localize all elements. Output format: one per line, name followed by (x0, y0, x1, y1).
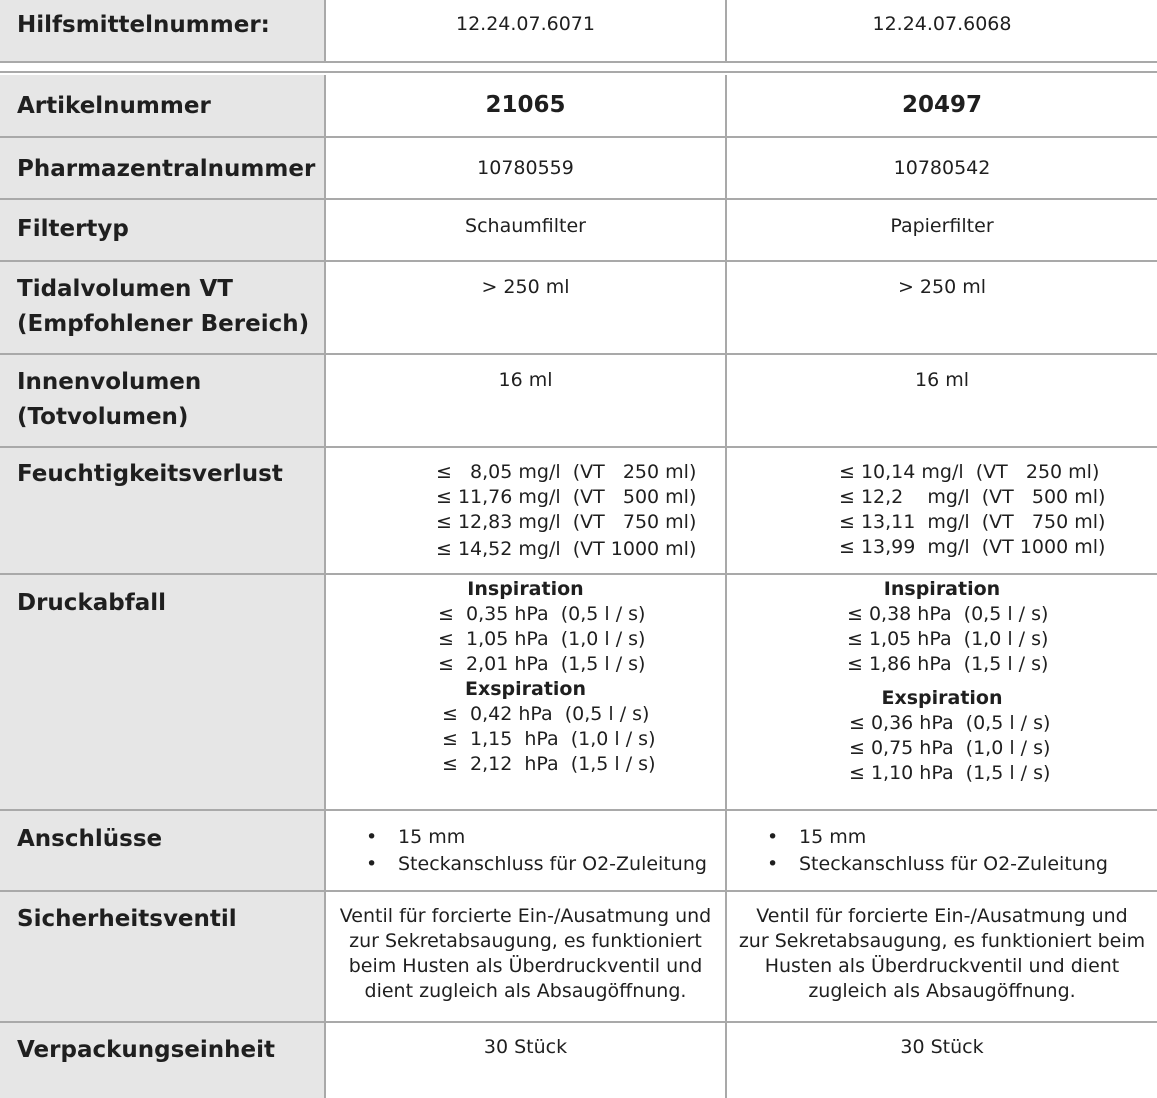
sicherheit-v2-line: Husten als Überdruckventil und dient (764, 955, 1120, 977)
feucht-v1-line: ≤ 12,83 mg/l (VT 750 ml) (436, 511, 697, 533)
value-cell-1 (326, 811, 727, 890)
bullet-text: Steckanschluss für O2-Zuleitung (799, 853, 1108, 875)
row-label: Filtertyp (17, 216, 129, 242)
sicherheit-v1-line: zur Sekretabsaugung, es funktioniert (349, 930, 702, 952)
label-cell (0, 575, 326, 809)
exspiration-heading: Exspiration (881, 687, 1003, 709)
value-cell-1 (326, 892, 727, 1021)
row-hilfsmittelnummer (0, 0, 1157, 61)
value-2: Papierfilter (890, 215, 994, 237)
row-druckabfall (0, 575, 1157, 811)
druck-v2-exsp-line: ≤ 1,10 hPa (1,5 l / s) (849, 762, 1051, 784)
label-cell (0, 355, 326, 446)
row-label-line2: (Empfohlener Bereich) (17, 311, 310, 337)
value-cell-1 (326, 355, 727, 446)
row-tidalvolumen (0, 262, 1157, 355)
value-1: 30 Stück (483, 1036, 568, 1058)
druck-v1-exsp-line: ≤ 2,12 hPa (1,5 l / s) (442, 753, 656, 775)
value-1: 16 ml (498, 369, 553, 391)
value-1: Schaumfilter (465, 215, 586, 237)
value-cell-1 (326, 1023, 727, 1098)
value-cell-2 (727, 0, 1157, 61)
bullet-icon: • (767, 853, 779, 875)
row-label: Sicherheitsventil (17, 906, 237, 932)
value-2: 16 ml (914, 369, 969, 391)
feucht-v2-line: ≤ 10,14 mg/l (VT 250 ml) (839, 461, 1100, 483)
row-label: Artikelnummer (17, 93, 211, 119)
value-cell-1 (326, 262, 727, 353)
druck-v1-exsp-line: ≤ 0,42 hPa (0,5 l / s) (442, 703, 650, 725)
feucht-v1-line: ≤ 11,76 mg/l (VT 500 ml) (436, 486, 697, 508)
row-label: Verpackungseinheit (17, 1037, 276, 1063)
value-1: 12.24.07.6071 (455, 13, 595, 35)
feucht-v1-line: ≤ 14,52 mg/l (VT 1000 ml) (436, 538, 697, 560)
sicherheit-v1-line: beim Husten als Überdruckventil und (348, 955, 703, 977)
value-1: 21065 (485, 92, 566, 118)
row-artikelnummer (0, 75, 1157, 138)
bullet-item (366, 824, 465, 851)
inspiration-heading: Inspiration (467, 578, 584, 600)
value-cell-2 (727, 355, 1157, 446)
value-2: 30 Stück (900, 1036, 984, 1058)
value-cell-1 (326, 200, 727, 260)
row-label: Anschlüsse (17, 826, 163, 852)
value-cell-2 (727, 75, 1157, 136)
druck-v1-exsp-line: ≤ 1,15 hPa (1,0 l / s) (442, 728, 656, 750)
label-cell (0, 448, 326, 573)
sicherheit-v2-line: zur Sekretabsaugung, es funktioniert beim (738, 930, 1146, 952)
value-cell-2 (727, 200, 1157, 260)
row-label-line1: Innenvolumen (17, 369, 202, 395)
label-cell (0, 75, 326, 136)
bullet-item (767, 851, 1108, 878)
row-label: Feuchtigkeitsverlust (17, 461, 283, 487)
label-cell (0, 0, 326, 61)
row-filtertyp (0, 200, 1157, 262)
label-cell (0, 892, 326, 1021)
label-cell (0, 138, 326, 198)
label-cell (0, 1023, 326, 1098)
inspiration-heading: Inspiration (883, 578, 1001, 600)
value-cell-2 (727, 575, 1157, 809)
value-cell-1 (326, 575, 727, 809)
row-label-line2: (Totvolumen) (17, 404, 189, 430)
feucht-v2-line: ≤ 13,99 mg/l (VT 1000 ml) (839, 536, 1106, 558)
bullet-item (366, 851, 707, 878)
value-2: > 250 ml (897, 276, 987, 298)
feucht-v2-line: ≤ 12,2 mg/l (VT 500 ml) (839, 486, 1106, 508)
row-sicherheitsventil (0, 892, 1157, 1023)
row-verpackungseinheit (0, 1023, 1157, 1098)
row-pharmazentralnummer (0, 138, 1157, 200)
bullet-text: 15 mm (398, 826, 466, 848)
druck-v1-insp-line: ≤ 2,01 hPa (1,5 l / s) (438, 653, 646, 675)
value-cell-2 (727, 138, 1157, 198)
value-cell-2 (727, 892, 1157, 1021)
value-2: 10780542 (893, 157, 991, 179)
druck-v2-exsp-line: ≤ 0,75 hPa (1,0 l / s) (849, 737, 1051, 759)
druck-v1-insp-line: ≤ 1,05 hPa (1,0 l / s) (438, 628, 646, 650)
druck-v2-exsp-line: ≤ 0,36 hPa (0,5 l / s) (849, 712, 1051, 734)
bullet-item (767, 824, 866, 851)
bullet-icon: • (366, 826, 378, 848)
value-cell-2 (727, 811, 1157, 890)
label-cell (0, 262, 326, 353)
value-cell-1 (326, 448, 727, 573)
value-cell-2 (727, 448, 1157, 573)
row-label: Druckabfall (17, 590, 167, 616)
row-anschluesse (0, 811, 1157, 892)
value-cell-1 (326, 138, 727, 198)
value-cell-2 (727, 262, 1157, 353)
label-cell (0, 200, 326, 260)
label-cell (0, 811, 326, 890)
value-2: 20497 (901, 92, 983, 118)
value-cell-1 (326, 0, 727, 61)
row-feuchtigkeitsverlust (0, 448, 1157, 575)
feucht-v1-line: ≤ 8,05 mg/l (VT 250 ml) (436, 461, 697, 483)
divider (0, 61, 1157, 73)
bullet-text: 15 mm (799, 826, 867, 848)
row-label: Hilfsmittelnummer: (17, 12, 270, 38)
feucht-v2-line: ≤ 13,11 mg/l (VT 750 ml) (839, 511, 1106, 533)
value-1: 10780559 (477, 157, 574, 179)
value-2: 12.24.07.6068 (872, 13, 1012, 35)
value-1: > 250 ml (481, 276, 570, 298)
bullet-text: Steckanschluss für O2-Zuleitung (398, 853, 707, 875)
bullet-icon: • (767, 826, 779, 848)
sicherheit-v1-line: Ventil für forcierte Ein-/Ausatmung und (339, 905, 712, 927)
druck-v2-insp-line: ≤ 1,86 hPa (1,5 l / s) (847, 653, 1049, 675)
row-label-line1: Tidalvolumen VT (17, 276, 233, 302)
sicherheit-v1-line: dient zugleich als Absaugöffnung. (364, 980, 687, 1002)
druck-v1-insp-line: ≤ 0,35 hPa (0,5 l / s) (438, 603, 646, 625)
sicherheit-v2-line: zugleich als Absaugöffnung. (808, 980, 1076, 1002)
value-cell-1 (326, 75, 727, 136)
sicherheit-v2-line: Ventil für forcierte Ein-/Ausatmung und (756, 905, 1128, 927)
value-cell-2 (727, 1023, 1157, 1098)
exspiration-heading: Exspiration (464, 678, 587, 700)
druck-v2-insp-line: ≤ 1,05 hPa (1,0 l / s) (847, 628, 1049, 650)
druck-v2-insp-line: ≤ 0,38 hPa (0,5 l / s) (847, 603, 1049, 625)
row-innenvolumen (0, 355, 1157, 448)
row-label: Pharmazentralnummer (17, 156, 316, 182)
bullet-icon: • (366, 853, 378, 875)
